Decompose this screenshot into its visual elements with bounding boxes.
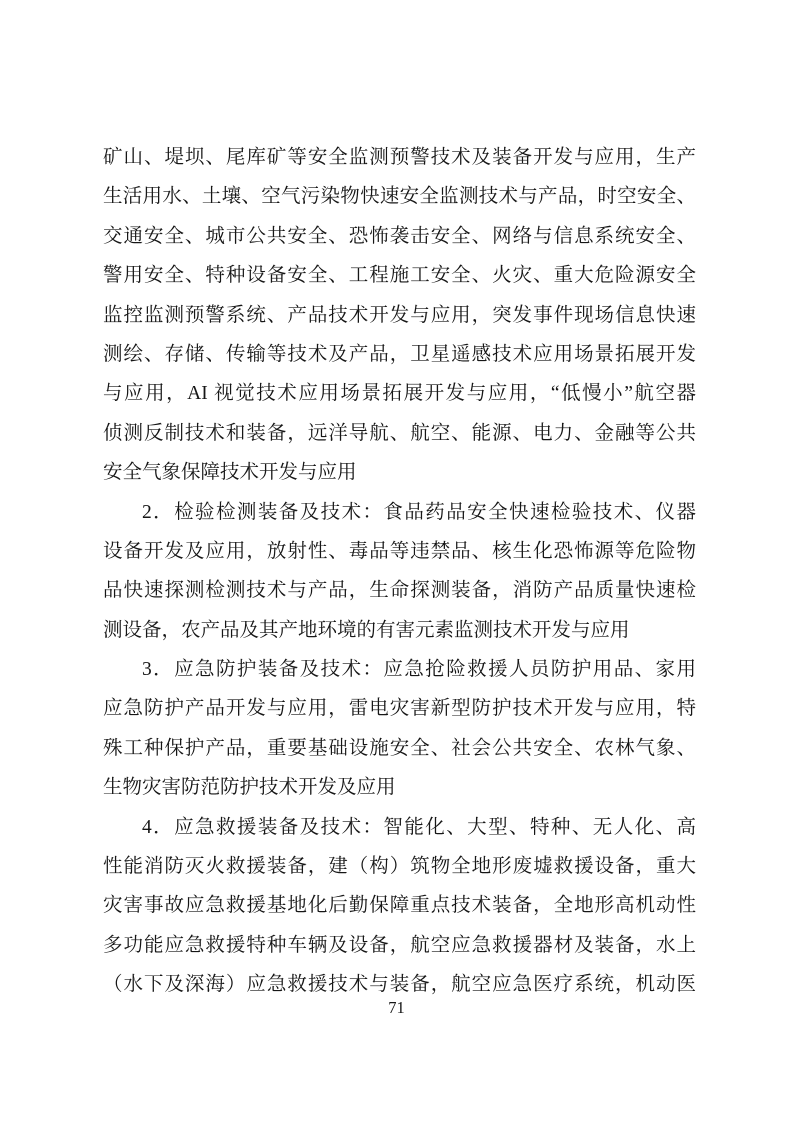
text-line: 设备开发及应用，放射性、毒品等违禁品、核生化恐怖源等危险物	[103, 540, 696, 562]
page-footer	[0, 997, 793, 1019]
text-line: 侦测反制技术和装备，远洋导航、航空、能源、电力、金融等公共	[103, 422, 696, 444]
page-number: 71	[388, 998, 405, 1017]
text-line: 应急防护产品开发与应用，雷电灾害新型防护技术开发与应用，特	[103, 698, 696, 720]
text-line: 交通安全、城市公共安全、恐怖袭击安全、网络与信息系统安全、	[103, 225, 696, 247]
text-line: （水下及深海）应急救援技术与装备，航空应急医疗系统，机动医	[103, 974, 696, 996]
text-line: 测设备，农产品及其产地环境的有害元素监测技术开发与应用	[103, 619, 630, 641]
text-line: 生活用水、土壤、空气污染物快速安全监测技术与产品，时空安全、	[103, 186, 696, 208]
text-line: 殊工种保护产品，重要基础设施安全、社会公共安全、农林气象、	[103, 737, 696, 759]
text-line: 生物灾害防范防护技术开发及应用	[103, 777, 396, 799]
text-line: 灾害事故应急救援基地化后勤保障重点技术装备，全地形高机动性	[103, 895, 696, 917]
text-line: 与应用，AI 视觉技术应用场景拓展开发与应用，“低慢小”航空器	[103, 383, 696, 405]
text-line: 监控监测预警系统、产品技术开发与应用，突发事件现场信息快速	[103, 304, 696, 326]
text-line: 4．应急救援装备及技术：智能化、大型、特种、无人化、高	[142, 816, 696, 838]
text-line: 2．检验检测装备及技术：食品药品安全快速检验技术、仪器	[142, 501, 696, 523]
text-line: 性能消防灭火救援装备，建（构）筑物全地形废墟救援设备，重大	[103, 856, 696, 878]
text-line: 矿山、堤坝、尾库矿等安全监测预警技术及装备开发与应用，生产	[103, 147, 696, 168]
text-line: 多功能应急救援特种车辆及设备，航空应急救援器材及装备，水上	[103, 934, 696, 956]
page-text-block	[103, 138, 696, 1005]
text-line: 3．应急防护装备及技术：应急抢险救援人员防护用品、家用	[142, 659, 696, 681]
text-line: 警用安全、特种设备安全、工程施工安全、火灾、重大危险源安全	[103, 265, 696, 287]
text-line: 品快速探测检测技术与产品，生命探测装备，消防产品质量快速检	[103, 580, 696, 602]
text-line: 测绘、存储、传输等技术及产品，卫星遥感技术应用场景拓展开发	[103, 343, 696, 365]
text-line: 安全气象保障技术开发与应用	[103, 462, 357, 484]
